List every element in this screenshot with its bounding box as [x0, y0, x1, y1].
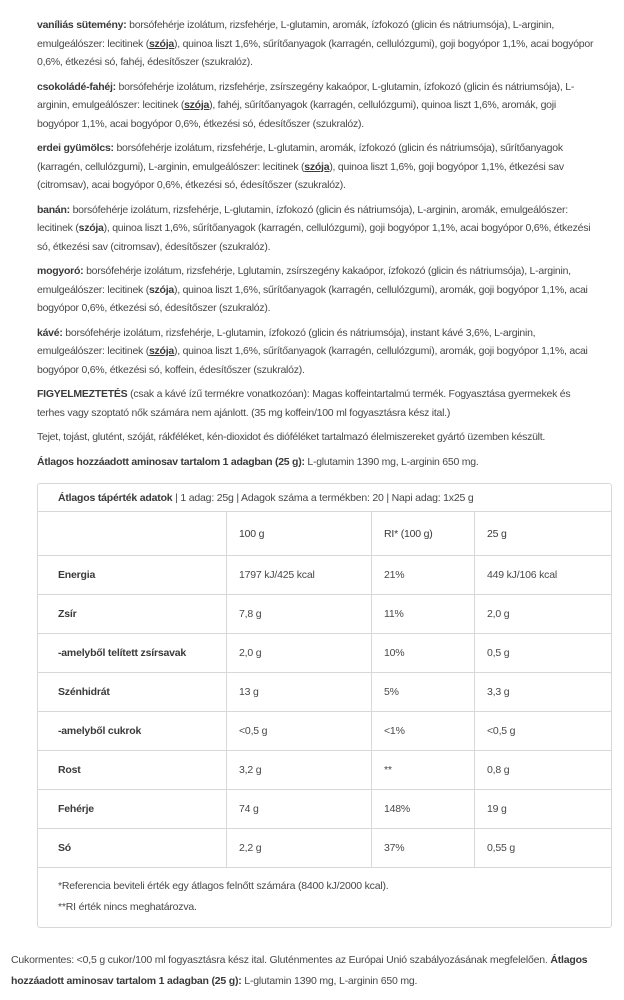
text-segment: borsófehérje izolátum, rizsfehérje, L-glutamin, ízfokozó (glicin és nátriumsója), instant kávé 3,6%, L-arginin, emulgeálószer: lecitinek ( [37, 326, 536, 357]
allergen-paragraph [37, 428, 597, 447]
ri-100g-cell: 37% [372, 829, 475, 868]
text-segment: erdei gyümölcs: [37, 142, 114, 154]
value-100g-cell: 2,0 g [227, 634, 372, 673]
value-100g-cell: 7,8 g [227, 595, 372, 634]
nutrition-row [38, 829, 611, 868]
text-segment: vaníliás sütemény: [37, 19, 127, 31]
value-25g-cell: 449 kJ/106 kcal [475, 556, 611, 595]
text-segment: ), fahéj, sűrítőanyagok (karragén, cellulózgumi), quinoa liszt 1,6%, aromák, goji bogyópor 1,1%, acai bogyópor 0,6%, étkezési só, édesítőszer (szukralóz). [37, 99, 556, 130]
footnote-line: *Referencia beviteli érték egy átlagos felnőtt számára (8400 kJ/2000 kcal). [58, 880, 389, 892]
text-segment: Átlagos hozzáadott aminosav tartalom 1 adagban (25 g): [37, 455, 305, 468]
nutrition-row [38, 712, 611, 751]
text-segment: csokoládé-fahéj: [37, 80, 116, 93]
text-segment: Cukormentes: <0,5 g cukor/100 ml fogyasztásra kész ital. Gluténmentes az Európai Unió szabályozásának megfelelően. [11, 954, 551, 966]
value-100g-cell: 2,2 g [227, 829, 372, 868]
table-header-row [38, 512, 611, 556]
text-segment: ), quinoa liszt 1,6%, sűrítőanyagok (karragén, cellulózgumi), aromák, goji bogyópor 1,1%, acai bogyópor 0,6%, étkezési só, édesítőszer (szukralóz). [37, 283, 588, 314]
ingredients-paragraph-csokolade-fahej [37, 78, 597, 134]
text-segment: szója [148, 345, 174, 357]
nutrition-table [37, 483, 612, 928]
text-segment: mogyoró: [37, 265, 84, 277]
value-25g-cell: 3,3 g [475, 673, 611, 712]
table-footnotes [38, 868, 611, 927]
text-segment: szója [148, 283, 174, 296]
ri-100g-cell: ** [372, 751, 475, 790]
text-segment: kávé: [37, 326, 63, 339]
text-segment: szója [148, 37, 174, 50]
value-100g-cell: 74 g [227, 790, 372, 829]
ingredients-paragraph-banan [37, 201, 597, 257]
text-segment: szója [78, 222, 104, 234]
text-segment: borsófehérje izolátum, rizsfehérje, L-glutamin, ízfokozó (glicin és nátriumsója), L-arginin, aromák, emulgeálószer: lecitinek ( [37, 203, 568, 234]
text-segment: (csak a kávé ízű termékre vonatkozóan): Magas koffeintartalmú termék. Fogyasztása gyermekek és terhes vagy szoptató nők számára nem ajánlott. (35 mg koffein/100 ml fogyasztásra kész ital.) [37, 388, 571, 419]
text-segment: szója [304, 160, 330, 173]
text-segment: ), quinoa liszt 1,6%, goji bogyópor 1,1%, étkezési sav (citromsav), acai bogyópor 0,6%, étkezési só, édesítőszer (szukralóz). [37, 160, 564, 191]
amino-content-paragraph [37, 453, 597, 472]
text-segment: borsófehérje izolátum, rizsfehérje, zsírszegény kakaópor, L-glutamin, ízfokozó (glicin és nátriumsója), L-arginin, emulgeálószer: lecitinek ( [37, 80, 575, 111]
text-segment: szója [184, 99, 210, 111]
text-segment: ), quinoa liszt 1,6%, sűrítőanyagok (karragén, cellulózgumi), goji bogyópor 1,1%, acai bogyópor 0,6%, étkezési só, étkezési sav (citromsav), édesítőszer (szukralóz). [37, 222, 591, 253]
text-segment: ), quinoa liszt 1,6%, sűrítőanyagok (karragén, cellulózgumi), goji bogyópor 1,1%, acai bogyópor 0,6%, étkezési só, fahéj, édesítőszer (szukralóz). [37, 37, 594, 68]
nutrient-name-cell: Energia [38, 556, 227, 595]
ingredients-paragraph-vanilias-sutemeny [37, 16, 597, 72]
per-25g-column-header: 25 g [475, 512, 611, 556]
text-segment: borsófehérje izolátum, rizsfehérje, L-glutamin, aromák, ízfokozó (glicin és nátriumsója), L-arginin, emulgeálószer: lecitinek ( [37, 19, 555, 50]
text-segment: L-glutamin 1390 mg, L-arginin 650 mg. [304, 455, 479, 468]
ingredient-list [37, 16, 597, 471]
ri-100g-cell: 11% [372, 595, 475, 634]
per-100g-column-header: 100 g [227, 512, 372, 556]
nutrient-name-cell: Fehérje [38, 790, 227, 829]
nutrition-row [38, 595, 611, 634]
text-segment: Tejet, tojást, glutént, szóját, rákféléket, kén-dioxidot és dióféléket tartalmazó élelmiszereket gyártó üzemben készült. [37, 431, 546, 443]
text-segment: FIGYELMEZTETÉS [37, 388, 128, 400]
value-100g-cell: 13 g [227, 673, 372, 712]
value-25g-cell: <0,5 g [475, 712, 611, 751]
table-footnote-row [38, 868, 611, 927]
flavor-ingredient-paragraphs [37, 16, 597, 379]
table-title [38, 484, 611, 512]
ri-100g-cell: <1% [372, 712, 475, 751]
text-segment: ), quinoa liszt 1,6%, sűrítőanyagok (karragén, cellulózgumi), aromák, goji bogyópor 1,1%, acai bogyópor 0,6%, étkezési só, koffein, édesítőszer (szukralóz). [37, 345, 588, 376]
ingredients-paragraph-mogyoro [37, 262, 597, 318]
nutrient-name-cell: Zsír [38, 595, 227, 634]
warning-paragraph [37, 385, 597, 422]
ri-100g-cell: 10% [372, 634, 475, 673]
nutrient-name-cell: Szénhidrát [38, 673, 227, 712]
nutrient-name-cell: -amelyből cukrok [38, 712, 227, 751]
value-100g-cell: 3,2 g [227, 751, 372, 790]
nutrition-row [38, 634, 611, 673]
ingredients-paragraph-kave [37, 324, 597, 380]
nutrition-row [38, 751, 611, 790]
text-segment: L-glutamin 1390 mg, L-arginin 650 mg. [241, 975, 418, 987]
nutrition-row [38, 673, 611, 712]
text-segment: | 1 adag: 25g | Adagok száma a termékben: 20 | Napi adag: 1x25 g [172, 492, 474, 504]
value-25g-cell: 19 g [475, 790, 611, 829]
value-25g-cell: 0,55 g [475, 829, 611, 868]
table-title-row [38, 484, 611, 512]
nutrient-name-cell: Só [38, 829, 227, 868]
text-segment: borsófehérje izolátum, rizsfehérje, Lglutamin, zsírszegény kakaópor, ízfokozó (glicin és nátriumsója), L-arginin, emulgeálószer: lecitinek ( [37, 265, 571, 296]
nutrition-row [38, 556, 611, 595]
text-segment: Átlagos hozzáadott aminosav tartalom 1 adagban (25 g): [11, 954, 588, 987]
nutrient-name-cell: -amelyből telített zsírsavak [38, 634, 227, 673]
text-segment: Átlagos tápérték adatok [58, 492, 173, 504]
value-25g-cell: 2,0 g [475, 595, 611, 634]
text-segment: banán: [37, 203, 70, 216]
nutrient-column-header [38, 512, 227, 556]
text-segment: borsófehérje izolátum, rizsfehérje, L-glutamin, aromák, ízfokozó (glicin és nátriumsója), sűrítőanyagok (karragén, cellulózgumi), L-arginin, emulgeálószer: lecitinek ( [37, 142, 563, 173]
ri-100g-cell: 21% [372, 556, 475, 595]
value-100g-cell: <0,5 g [227, 712, 372, 751]
ri-100g-cell: 148% [372, 790, 475, 829]
nutrient-name-cell: Rost [38, 751, 227, 790]
ri-100g-cell: 5% [372, 673, 475, 712]
nutrition-row [38, 790, 611, 829]
ingredients-paragraph-erdei-gyumolcs [37, 139, 597, 195]
ri-column-header: RI* (100 g) [372, 512, 475, 556]
value-25g-cell: 0,5 g [475, 634, 611, 673]
footnote-line: **RI érték nincs meghatározva. [58, 901, 197, 913]
value-100g-cell: 1797 kJ/425 kcal [227, 556, 372, 595]
bottom-note [11, 950, 610, 992]
value-25g-cell: 0,8 g [475, 751, 611, 790]
